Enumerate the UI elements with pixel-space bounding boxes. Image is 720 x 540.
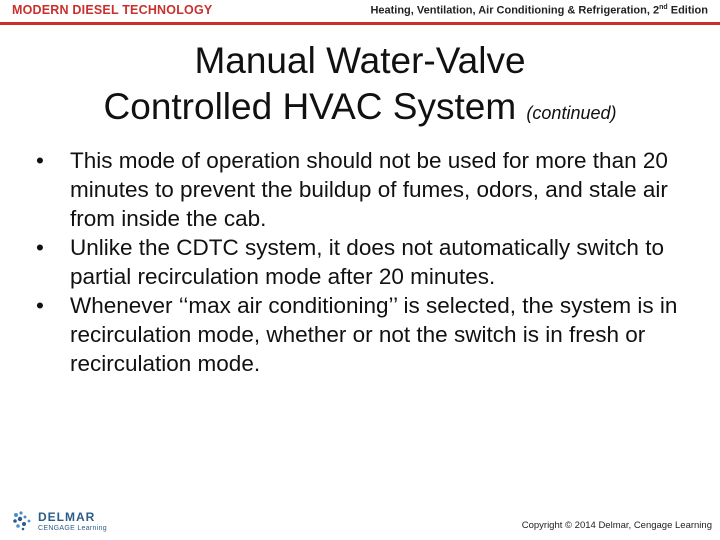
bullet-text: This mode of operation should not be used for more than 20 minutes to prevent the buildup of fumes, odors, and stale air from inside the cab. xyxy=(70,148,668,231)
bullet-icon: • xyxy=(36,235,44,260)
bullet-text: Unlike the CDTC system, it does not automatically switch to partial recirculation mode after 20 minutes. xyxy=(70,235,664,289)
bullet-icon: • xyxy=(36,148,44,173)
copyright-notice: Copyright © 2014 Delmar, Cengage Learning xyxy=(521,520,712,531)
delmar-logo xyxy=(12,508,132,536)
bullet-item xyxy=(30,146,690,233)
book-edition xyxy=(370,4,708,17)
brand-title: MODERN DIESEL TECHNOLOGY xyxy=(12,3,213,17)
slide-title-line-2 xyxy=(0,84,720,136)
bullet-list xyxy=(30,146,690,378)
edition-superscript: nd xyxy=(659,4,668,11)
delmar-logo-icon xyxy=(12,510,34,532)
slide-title-line-2-text: Controlled HVAC System xyxy=(103,86,517,127)
bullet-item xyxy=(30,291,690,378)
book-subject: Heating, Ventilation, Air Conditioning & Refrigeration, 2 xyxy=(370,4,660,17)
edition-suffix: Edition xyxy=(667,4,708,17)
bullet-icon: • xyxy=(36,293,44,318)
bullet-text: Whenever ‘‘max air conditioning’’ is selected, the system is in recirculation mode, whether or not the switch is in fresh or recirculation mode. xyxy=(70,293,678,376)
logo-subtitle: CENGAGE Learning xyxy=(38,525,107,532)
slide-title xyxy=(0,38,720,136)
slide-title-line-1: Manual Water-Valve xyxy=(194,40,526,81)
bullet-item xyxy=(30,233,690,291)
header-bar xyxy=(0,0,720,25)
logo-name: DELMAR xyxy=(38,510,96,524)
continued-label: (continued) xyxy=(526,103,617,123)
